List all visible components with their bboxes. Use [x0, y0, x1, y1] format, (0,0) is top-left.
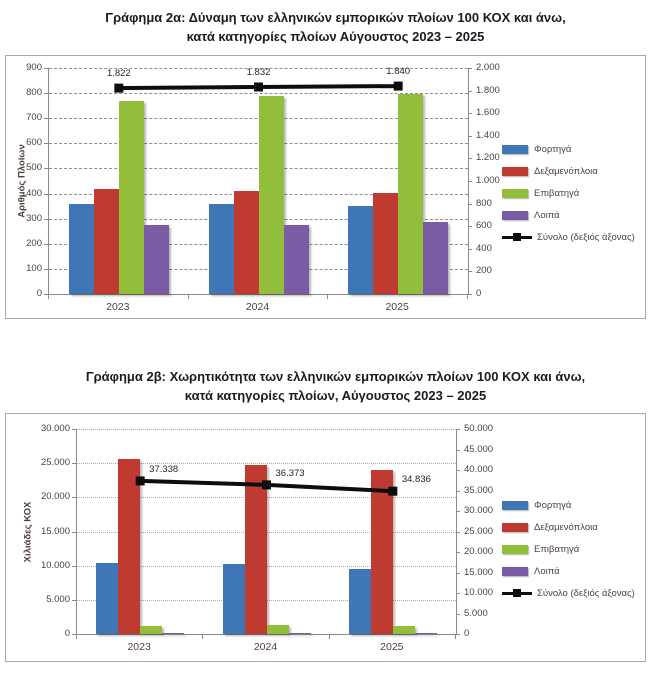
chart-2a-title-line2: κατά κατηγορίες πλοίων Αύγουστος 2023 – 2025 — [186, 29, 485, 44]
left-axis-tickmark — [44, 93, 48, 94]
plot-area — [76, 429, 457, 635]
right-axis-tickmark — [456, 450, 460, 451]
total-data-label-2023: 1.822 — [106, 68, 131, 80]
y-axis-title: Χιλιάδες ΚΟΧ — [22, 501, 34, 562]
category-label: 2024 — [253, 641, 278, 653]
right-axis-tickmark — [468, 68, 472, 69]
legend-bar-swatch-tankers — [502, 523, 528, 532]
left-axis-tickmark — [44, 68, 48, 69]
right-axis-tickmark — [468, 91, 472, 92]
legend-item-tankers — [502, 160, 635, 182]
legend-bar-swatch-other — [502, 211, 528, 220]
total-line-series — [77, 429, 456, 634]
x-axis-tickmark — [455, 635, 456, 639]
line-marker-2025 — [388, 487, 397, 496]
right-axis-tickmark — [468, 113, 472, 114]
legend-item-other — [502, 204, 635, 226]
right-axis-tick-label: 10.000 — [464, 587, 494, 598]
right-axis-tick-label: 800 — [476, 197, 492, 209]
legend-item-passenger — [502, 538, 635, 560]
right-axis-tick-label: 15.000 — [464, 566, 494, 578]
left-axis-tick-label: 5.000 — [46, 593, 70, 605]
legend-label-total: Σύνολο (δεξιός άξονας) — [537, 587, 635, 599]
left-axis-tick-label: 300 — [26, 212, 42, 224]
right-axis-tick-label: 2.000 — [476, 62, 500, 73]
category-label: 2025 — [385, 301, 409, 313]
right-axis-tickmark — [456, 614, 460, 615]
right-axis-tickmark — [468, 204, 472, 205]
left-axis-tickmark — [44, 219, 48, 220]
x-axis-tickmark — [329, 635, 330, 639]
left-axis-tickmark — [72, 566, 76, 567]
total-data-label-2024: 36.373 — [275, 467, 305, 479]
x-axis-tickmark — [327, 295, 328, 299]
x-axis-tickmark — [202, 635, 203, 639]
left-axis-tick-label: 100 — [26, 262, 42, 274]
legend-item-cargo — [502, 494, 635, 516]
legend-label-passenger: Επιβατηγά — [534, 543, 580, 555]
left-axis-tickmark — [44, 118, 48, 119]
right-axis-tickmark — [456, 552, 460, 553]
category-label: 2023 — [127, 641, 151, 653]
total-data-label-2023: 37.338 — [149, 463, 179, 475]
right-axis-tick-label: 400 — [476, 242, 492, 254]
left-axis-tickmark — [72, 463, 76, 464]
legend-label-cargo: Φορτηγά — [534, 143, 572, 155]
chart-2b-title-line1: Γράφημα 2β: Χωρητικότητα των ελληνικών εμπορικών πλοίων 100 ΚΟΧ και άνω, — [85, 369, 586, 384]
left-axis-tickmark — [44, 194, 48, 195]
right-axis-tickmark — [456, 573, 460, 574]
right-axis-tick-label: 40.000 — [464, 464, 494, 475]
right-axis-tick-label: 0 — [476, 288, 482, 299]
x-axis-tickmark — [188, 295, 189, 299]
legend-line-marker — [513, 589, 521, 597]
right-axis-tickmark — [468, 294, 472, 295]
legend-line-swatch-total — [502, 233, 532, 242]
left-axis-tick-label: 800 — [26, 87, 42, 99]
right-axis-tickmark — [468, 249, 472, 250]
right-axis-tick-label: 200 — [476, 265, 492, 277]
legend-bar-swatch-passenger — [502, 189, 528, 198]
right-axis-tickmark — [456, 491, 460, 492]
left-axis-tick-label: 0 — [64, 628, 70, 639]
right-axis-tickmark — [456, 429, 460, 430]
left-axis-tickmark — [44, 244, 48, 245]
left-axis-tickmark — [72, 497, 76, 498]
legend-item-total — [502, 226, 635, 248]
legend-bar-swatch-tankers — [502, 167, 528, 176]
left-axis-tick-label: 400 — [26, 187, 42, 199]
right-axis-tick-label: 1.000 — [476, 175, 500, 186]
category-label: 2025 — [380, 641, 404, 653]
legend — [502, 494, 635, 604]
right-axis-tickmark — [456, 470, 460, 471]
legend-item-passenger — [502, 182, 635, 204]
left-axis-tick-label: 10.000 — [40, 559, 70, 571]
left-axis-tick-label: 500 — [26, 162, 42, 174]
x-axis-tickmark — [48, 295, 49, 299]
chart-2b-title — [0, 367, 671, 405]
line-marker-2023 — [136, 476, 145, 485]
chart-2a-title-line1: Γράφημα 2α: Δύναμη των ελληνικών εμπορικών πλοίων 100 ΚΟΧ και άνω, — [105, 10, 566, 25]
total-data-label-2025: 1.840 — [386, 66, 411, 78]
left-axis-tickmark — [44, 143, 48, 144]
right-axis-tick-label: 1.200 — [476, 152, 500, 164]
total-data-label-2024: 1.832 — [246, 66, 271, 78]
total-line-series — [49, 68, 468, 294]
left-axis-tick-label: 200 — [26, 237, 42, 249]
line-marker-2024 — [254, 82, 263, 91]
right-axis-tickmark — [468, 181, 472, 182]
right-axis-tick-label: 35.000 — [464, 484, 494, 496]
legend-label-tankers: Δεξαμενόπλοια — [534, 165, 598, 177]
right-axis-tickmark — [456, 634, 460, 635]
left-axis-tickmark — [72, 600, 76, 601]
right-axis-tick-label: 600 — [476, 220, 492, 232]
right-axis-tickmark — [468, 271, 472, 272]
plot-area — [48, 68, 469, 295]
left-axis-tick-label: 700 — [26, 112, 42, 124]
left-axis-tick-label: 600 — [26, 137, 42, 149]
legend-item-cargo — [502, 138, 635, 160]
legend-label-tankers: Δεξαμενόπλοια — [534, 521, 598, 533]
legend-label-other: Λοιπά — [534, 565, 560, 577]
right-axis-tick-label: 30.000 — [464, 505, 494, 516]
line-marker-2024 — [262, 480, 271, 489]
legend-label-cargo: Φορτηγά — [534, 499, 572, 511]
right-axis-tickmark — [456, 593, 460, 594]
legend-line-swatch-total — [502, 589, 532, 598]
right-axis-tick-label: 1.600 — [476, 107, 500, 119]
chart-2a-canvas — [5, 55, 646, 319]
legend-line-marker — [513, 233, 521, 241]
right-axis-tickmark — [468, 158, 472, 159]
x-axis-tickmark — [76, 635, 77, 639]
chart-2b-canvas — [5, 413, 646, 662]
chart-2b-title-line2: κατά κατηγορίες πλοίων, Αύγουστος 2023 – 2025 — [184, 388, 487, 403]
legend-item-other — [502, 560, 635, 582]
right-axis-tick-label: 25.000 — [464, 525, 494, 537]
right-axis-tickmark — [468, 136, 472, 137]
left-axis-tick-label: 25.000 — [40, 457, 70, 469]
right-axis-tick-label: 1.400 — [476, 129, 500, 141]
left-axis-tick-label: 0 — [36, 288, 42, 299]
legend-bar-swatch-cargo — [502, 145, 528, 154]
legend-bar-swatch-cargo — [502, 501, 528, 510]
x-axis-tickmark — [467, 295, 468, 299]
left-axis-tickmark — [72, 429, 76, 430]
right-axis-tickmark — [456, 511, 460, 512]
left-axis-tick-label: 20.000 — [40, 491, 70, 503]
left-axis-tick-label: 900 — [26, 62, 42, 73]
right-axis-tick-label: 45.000 — [464, 443, 494, 455]
left-axis-tickmark — [72, 532, 76, 533]
left-axis-tick-label: 30.000 — [40, 423, 70, 434]
legend — [502, 138, 635, 248]
legend-bar-swatch-other — [502, 567, 528, 576]
chart-2a-title — [0, 8, 671, 46]
right-axis-tick-label: 0 — [464, 628, 470, 639]
category-label: 2024 — [245, 301, 270, 313]
y-axis-title: Αριθμός Πλοίων — [16, 144, 28, 218]
legend-bar-swatch-passenger — [502, 545, 528, 554]
legend-label-passenger: Επιβατηγά — [534, 187, 580, 199]
right-axis-tick-label: 1.800 — [476, 84, 500, 96]
legend-label-total: Σύνολο (δεξιός άξονας) — [537, 231, 635, 243]
right-axis-tickmark — [468, 226, 472, 227]
legend-item-total — [502, 582, 635, 604]
right-axis-tick-label: 5.000 — [464, 607, 488, 619]
legend-item-tankers — [502, 516, 635, 538]
line-marker-2023 — [114, 84, 123, 93]
right-axis-tick-label: 20.000 — [464, 546, 494, 557]
right-axis-tick-label: 50.000 — [464, 423, 494, 434]
left-axis-tick-label: 15.000 — [40, 525, 70, 537]
total-data-label-2025: 34.836 — [401, 474, 431, 486]
legend-label-other: Λοιπά — [534, 209, 560, 221]
left-axis-tickmark — [44, 168, 48, 169]
category-label: 2023 — [106, 301, 130, 313]
right-axis-tickmark — [456, 532, 460, 533]
left-axis-tickmark — [44, 269, 48, 270]
line-marker-2025 — [394, 82, 403, 91]
